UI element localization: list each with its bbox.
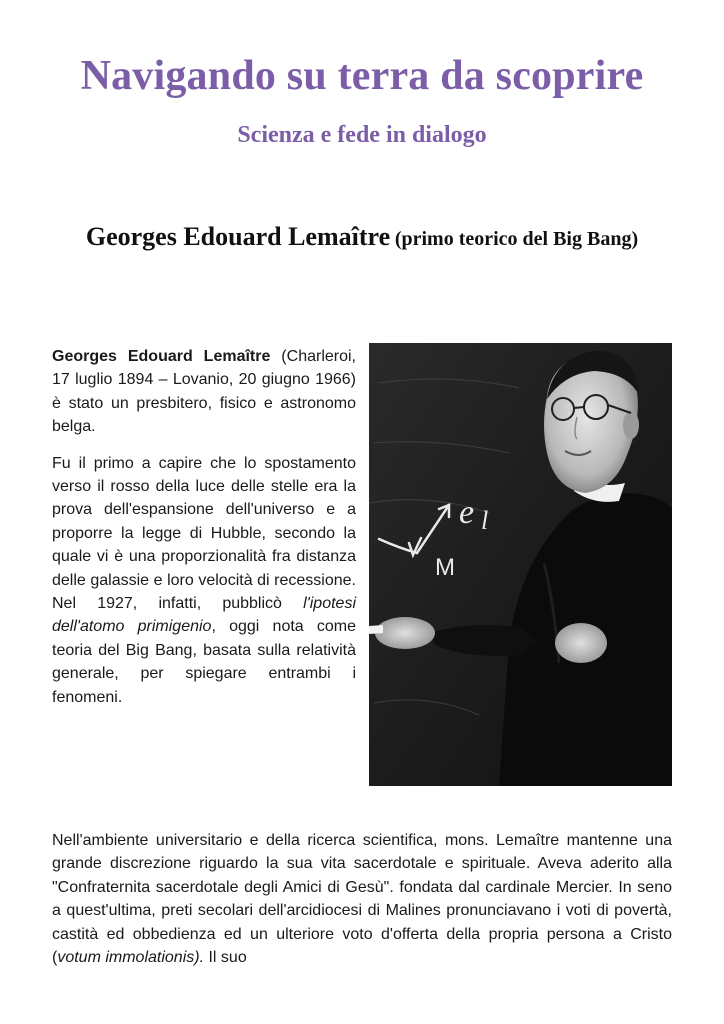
intro-name: Georges Edouard Lemaître: [52, 348, 271, 365]
discovery-italic: l'ipotesi dell'atomo primigenio: [52, 595, 356, 636]
bottom-part2: Il suo: [204, 949, 247, 967]
chalk-letter-e: e: [459, 494, 475, 531]
chalk-letter-m: M: [435, 554, 455, 581]
left-hand: [375, 617, 435, 649]
chalk-piece: [369, 625, 383, 634]
bottom-part1: Nell'ambiente universitario e della ricerca scientifica, mons. Lemaître mantenne una grande discrezione riguardo la sua vita sacerdotale e spirituale. Aveva aderito alla "Confraternita sacerdotale degli Amici di Gesù". fondata dal cardinale Mercier. In seno a quest'ultima, preti secolari dell'arcidiocesi di Malines pronunciavano i voti di povertà, castità ed obbedienza ed un ulteriore voto d'offerta della propria persona a Cristo (: [52, 832, 672, 967]
right-hand: [555, 623, 607, 663]
heading-name: Georges Edouard Lemaître: [85, 222, 391, 251]
discovery-paragraph: [52, 452, 356, 709]
bottom-italic: votum immolationis).: [57, 949, 205, 967]
intro-rest: (Charleroi, 17 luglio 1894 – Lovanio, 20 giugno 1966) è stato un presbitero, fisico e astronomo belga.: [52, 348, 356, 436]
discovery-part1: Fu il primo a capire che lo spostamento verso il rosso della luce delle stelle era la prova dell'espansione dell'universo e a proporre la legge di Hubble, secondo la quale vi è una proporzionalità fra distanza delle galassie e loro velocità di recessione. Nel 1927, infatti, pubblicò: [52, 454, 356, 613]
page-subtitle: Scienza e fede in dialogo: [237, 122, 487, 148]
section-heading: [0, 222, 724, 252]
bottom-paragraph: [52, 829, 672, 969]
discovery-part2: , oggi nota come teoria del Big Bang, basata sulla relatività generale, per spiegare entrambi i fenomeni.: [52, 618, 357, 706]
chalk-letter-l: l: [481, 506, 489, 535]
biography-column: [52, 345, 356, 722]
page-title: Navigando su terra da scoprire: [80, 53, 644, 99]
portrait-photo: [369, 343, 672, 786]
heading-aside: (primo teorico del Big Bang): [394, 228, 639, 250]
spiritual-life-paragraph: [52, 829, 672, 969]
intro-paragraph: [52, 345, 356, 439]
